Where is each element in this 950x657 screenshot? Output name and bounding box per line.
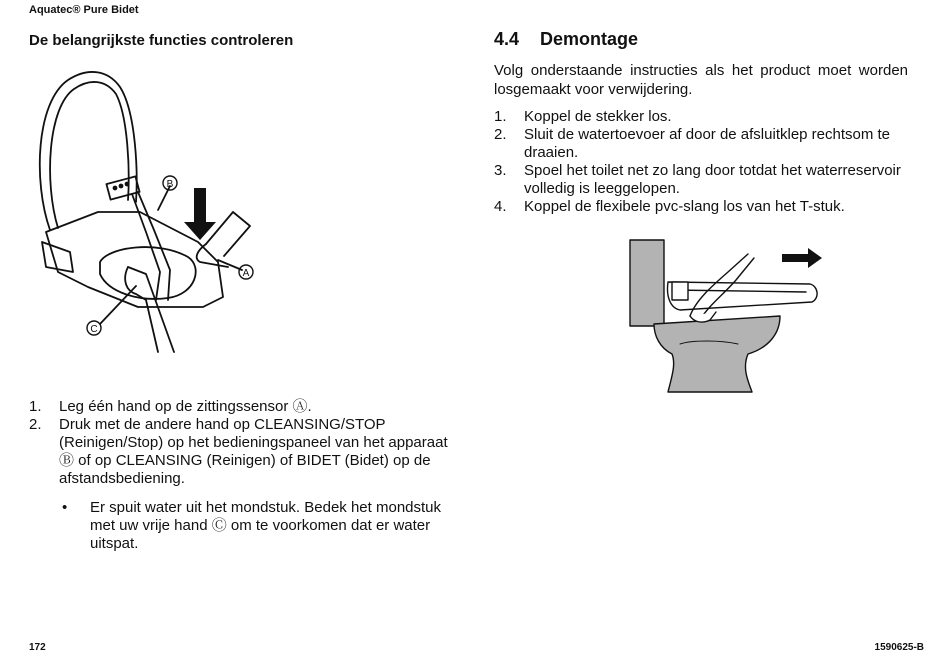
section-number: 4.4 <box>494 29 520 49</box>
removal-steps-list <box>494 108 910 216</box>
step-number: 4. <box>494 198 507 215</box>
svg-text:B: B <box>166 179 174 190</box>
list-item <box>29 416 451 488</box>
step-number: 1. <box>29 398 42 415</box>
page-number: 172 <box>29 642 46 653</box>
document-code: 1590625-B <box>874 642 924 653</box>
step-number: 1. <box>494 108 507 125</box>
svg-text:A: A <box>242 268 250 279</box>
step-text: Spoel het toilet net zo lang door totdat het waterreservoir volledig is leeggelopen. <box>524 162 901 197</box>
bidet-function-illustration <box>28 62 283 362</box>
svg-text:C: C <box>90 324 98 335</box>
step-number: 2. <box>494 126 507 143</box>
step-text: Leg één hand op de zittingssensor Ⓐ. <box>59 398 312 415</box>
bullet-note <box>62 499 442 553</box>
step-text: Koppel de stekker los. <box>524 108 672 125</box>
step-text: Druk met de andere hand op CLEANSING/STOP (Reinigen/Stop) op het bedieningspaneel van het apparaat Ⓑ of op CLEANSING (Reinigen) of BIDET (Bidet) op de afstandsbediening. <box>59 416 448 487</box>
intro-paragraph: Volg onderstaande instructies als het product moet worden losgemaakt voor verwijdering. <box>494 62 908 98</box>
section-title: Demontage <box>540 29 639 49</box>
function-check-steps-list <box>29 398 451 488</box>
list-item <box>494 162 910 198</box>
list-item <box>29 398 451 416</box>
step-text: Koppel de flexibele pvc-slang los van het T-stuk. <box>524 198 845 215</box>
step-number: 3. <box>494 162 507 179</box>
left-section-heading: De belangrijkste functies controleren <box>29 32 294 49</box>
seat-removal-illustration <box>620 236 830 396</box>
bullet-symbol: • <box>62 499 68 516</box>
list-item <box>494 126 910 162</box>
header-title: Aquatec® Pure Bidet <box>29 4 139 16</box>
list-item <box>494 108 910 126</box>
list-item <box>494 198 910 216</box>
section-heading <box>494 29 638 50</box>
step-text: Sluit de watertoevoer af door de afsluitklep rechtsom te draaien. <box>524 126 891 161</box>
step-number: 2. <box>29 416 42 433</box>
bullet-text: Er spuit water uit het mondstuk. Bedek het mondstuk met uw vrije hand Ⓒ om te voorkomen dat er water uitspat. <box>90 499 442 552</box>
